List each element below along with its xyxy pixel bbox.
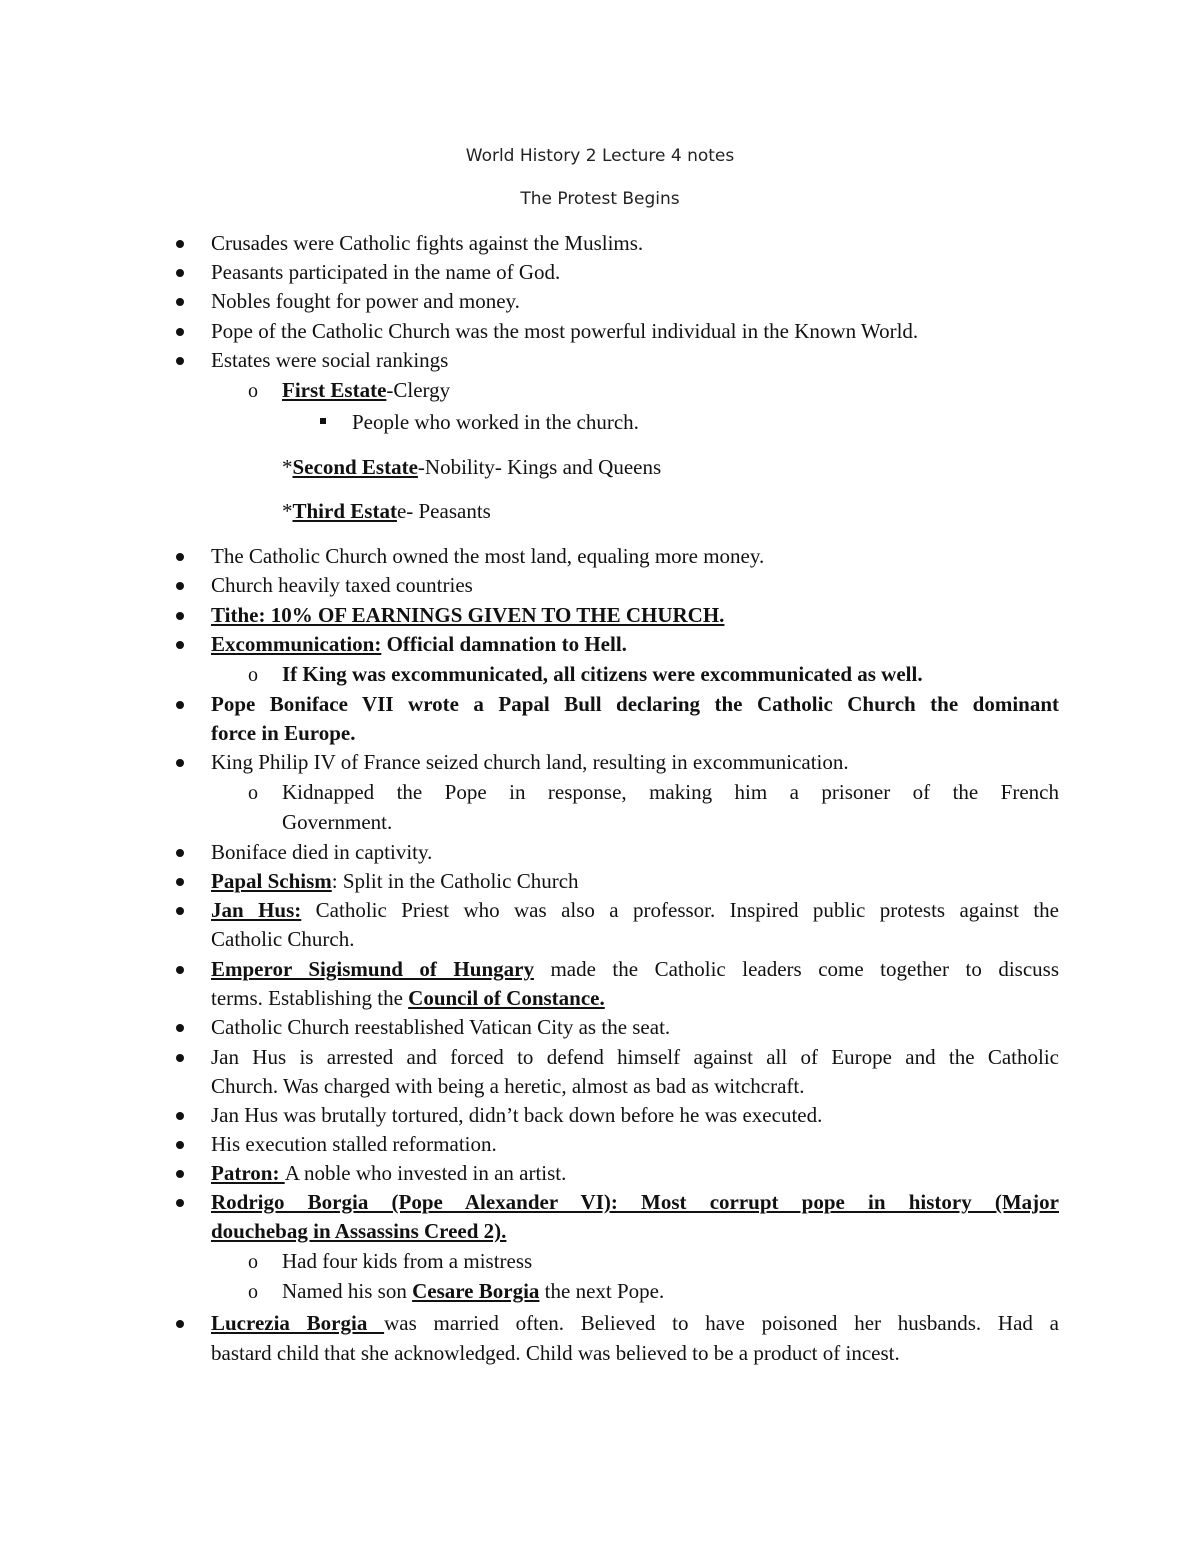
bullet-icon: [176, 966, 184, 974]
item-text: bastard child that she acknowledged. Child was believed to be a product of incest.: [211, 1341, 900, 1365]
term: Excommunication:: [211, 632, 382, 656]
item-text: Official damnation to Hell.: [381, 632, 627, 656]
asterisk: *: [282, 499, 293, 523]
document-title: World History 2 Lecture 4 notes: [465, 146, 735, 166]
bullet-icon: [176, 328, 184, 336]
list-item-continuation: [211, 1072, 805, 1101]
list-item: [211, 867, 579, 896]
term: Cesare Borgia: [412, 1279, 540, 1303]
term: douchebag in Assassins Creed 2).: [211, 1219, 507, 1243]
item-text: People who worked in the church.: [352, 410, 639, 434]
item-text: Crusades were Catholic fights against the Muslims.: [211, 231, 644, 255]
list-item: [211, 838, 432, 867]
bullet-icon: [176, 1112, 184, 1120]
item-text: : Split in the Catholic Church: [331, 869, 579, 893]
term: Tithe: 10% OF EARNINGS GIVEN TO THE CHURCH.: [211, 603, 725, 627]
bullet-icon: [176, 1054, 184, 1062]
item-text: Jan Hus is arrested and forced to defend himself against all of Europe and the Catholic: [211, 1045, 1059, 1069]
term: Rodrigo Borgia (Pope Alexander VI): Most corrupt pope in history (Major: [211, 1190, 1059, 1214]
item-text: Named his son: [282, 1279, 413, 1303]
item-text: Pope of the Catholic Church was the most powerful individual in the Known World.: [211, 319, 919, 343]
list-item: [352, 408, 639, 437]
item-text: Church. Was charged with being a heretic, almost as bad as witchcraft.: [211, 1074, 805, 1098]
item-text: Catholic Church reestablished Vatican City as the seat.: [211, 1015, 671, 1039]
list-item: [282, 1247, 532, 1276]
list-item: [282, 376, 450, 405]
item-text: Jan Hus was brutally tortured, didn’t back down before he was executed.: [211, 1103, 823, 1127]
term: Patron:: [211, 1161, 285, 1185]
circle-bullet-icon: o: [248, 1251, 258, 1273]
circle-bullet-icon: o: [248, 1281, 258, 1303]
list-item: [211, 1130, 497, 1159]
bullet-icon: [176, 612, 184, 620]
item-text: The Catholic Church owned the most land, equaling more money.: [211, 544, 765, 568]
bullet-icon: [176, 701, 184, 709]
bullet-icon: [176, 298, 184, 306]
list-item: [211, 346, 448, 375]
item-text: -Nobility- Kings and Queens: [417, 455, 662, 479]
list-item: [211, 317, 918, 346]
bullet-icon: [176, 582, 184, 590]
bullet-icon: [176, 641, 184, 649]
item-text: Church heavily taxed countries: [211, 573, 473, 597]
bullet-icon: [176, 1320, 184, 1328]
item-text: force in Europe.: [211, 721, 356, 745]
item-text: e- Peasants: [396, 499, 491, 523]
item-text: was married often. Believed to have poisoned her husbands. Had a: [384, 1311, 1059, 1335]
circle-bullet-icon: o: [248, 664, 258, 686]
list-item: [211, 542, 764, 571]
item-text: Pope Boniface VII wrote a Papal Bull declaring the Catholic Church the dominant: [211, 692, 1059, 716]
list-item: [282, 1277, 664, 1306]
bullet-icon: [176, 849, 184, 857]
term: Jan Hus:: [211, 898, 302, 922]
list-item: [211, 1101, 822, 1130]
item-text: Boniface died in captivity.: [211, 840, 433, 864]
list-item: [211, 1043, 1059, 1072]
item-text: A noble who invested in an artist.: [284, 1161, 567, 1185]
list-item: [282, 497, 491, 526]
bullet-icon: [176, 269, 184, 277]
list-item: [282, 778, 1059, 807]
item-text: Catholic Priest who was also a professor. Inspired public protests against the: [301, 898, 1060, 922]
item-text: Government.: [282, 810, 393, 834]
bullet-icon: [176, 357, 184, 365]
circle-bullet-icon: o: [248, 782, 258, 804]
item-text: -Clergy: [386, 378, 451, 402]
list-item: [211, 287, 520, 316]
term: Third Estat: [292, 499, 397, 523]
list-item: [211, 1188, 1059, 1217]
square-bullet-icon: [320, 418, 326, 424]
list-item: [211, 571, 473, 600]
list-item: [211, 748, 849, 777]
asterisk: *: [282, 455, 293, 479]
item-text: Had four kids from a mistress: [282, 1249, 533, 1273]
bullet-icon: [176, 1199, 184, 1207]
item-text: Nobles fought for power and money.: [211, 289, 520, 313]
bullet-icon: [176, 1170, 184, 1178]
item-text: the next Pope.: [539, 1279, 665, 1303]
item-text: King Philip IV of France seized church land, resulting in excommunication.: [211, 750, 849, 774]
item-text: made the Catholic leaders come together to discuss: [533, 957, 1059, 981]
list-item-continuation: [211, 1339, 900, 1368]
term: Second Estate: [292, 455, 418, 479]
list-item: [282, 660, 923, 689]
item-text: Kidnapped the Pope in response, making him a prisoner of the French: [282, 780, 1059, 804]
document-subtitle: The Protest Begins: [520, 189, 680, 209]
list-item: [211, 601, 724, 630]
bullet-icon: [176, 240, 184, 248]
bullet-icon: [176, 907, 184, 915]
item-text: Peasants participated in the name of God.: [211, 260, 561, 284]
term: Council of Constance.: [408, 986, 605, 1010]
list-item: [211, 229, 643, 258]
bullet-icon: [176, 759, 184, 767]
list-item: [282, 453, 661, 482]
term: Papal Schism: [211, 869, 332, 893]
bullet-icon: [176, 1141, 184, 1149]
list-item: [211, 1309, 1059, 1338]
list-item: [211, 258, 560, 287]
list-item-continuation: [282, 808, 392, 837]
list-item: [211, 1013, 670, 1042]
list-item: [211, 955, 1059, 984]
item-text: Catholic Church.: [211, 927, 355, 951]
list-item-continuation: [211, 984, 605, 1013]
list-item: [211, 1159, 566, 1188]
list-item-continuation: [211, 1217, 506, 1246]
bullet-icon: [176, 553, 184, 561]
item-text: If King was excommunicated, all citizens were excommunicated as well.: [282, 662, 923, 686]
circle-bullet-icon: o: [248, 380, 258, 402]
term: Lucrezia Borgia: [211, 1311, 385, 1335]
item-text: Estates were social rankings: [211, 348, 449, 372]
list-item: [211, 896, 1059, 925]
list-item-continuation: [211, 719, 355, 748]
bullet-icon: [176, 878, 184, 886]
term: Emperor Sigismund of Hungary: [211, 957, 534, 981]
bullet-icon: [176, 1024, 184, 1032]
term: First Estate: [282, 378, 387, 402]
list-item: [211, 690, 1059, 719]
item-text: terms. Establishing the: [211, 986, 409, 1010]
list-item-continuation: [211, 925, 354, 954]
list-item: [211, 630, 627, 659]
item-text: His execution stalled reformation.: [211, 1132, 497, 1156]
